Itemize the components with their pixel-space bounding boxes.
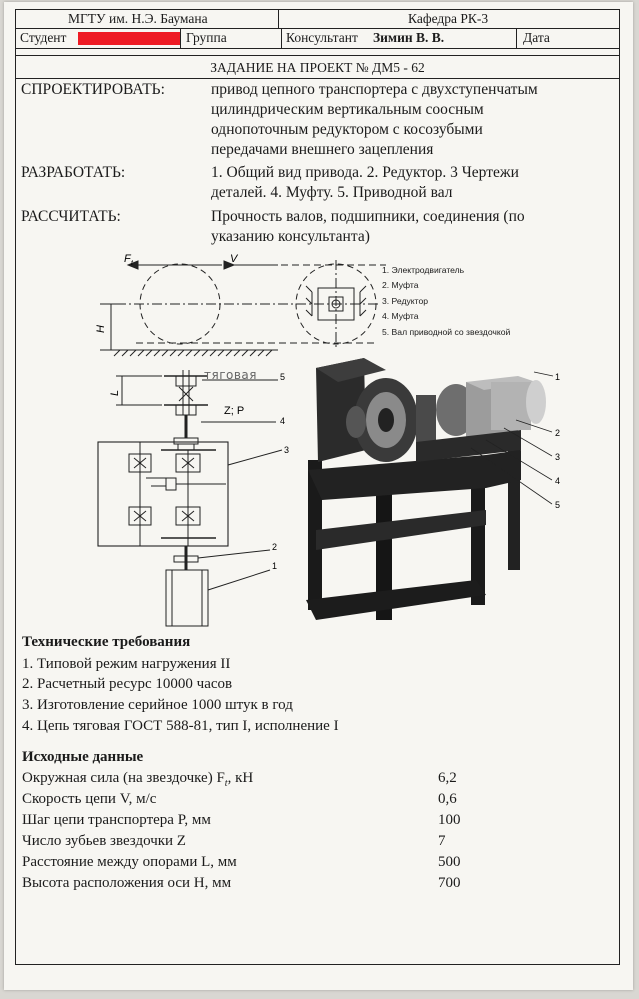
velocity-label: V <box>230 253 238 265</box>
data-label: Высота расположения оси H, мм <box>22 875 232 891</box>
data-label-unit: , кН <box>227 770 254 786</box>
data-label: Число зубьев звездочки Z <box>22 833 186 849</box>
data-row <box>22 873 482 894</box>
data-row <box>22 810 482 831</box>
design-line-3: однопоточным редуктором с косозубыми <box>211 121 483 138</box>
legend-item-5: 5. Вал приводной со звездочкой <box>382 326 511 337</box>
data-label-subscript: t <box>224 778 228 789</box>
department-name: Кафедра РК-3 <box>408 11 489 26</box>
ft-force-label: F <box>124 253 131 265</box>
kinematic-schematic <box>16 10 621 630</box>
drive-photo <box>300 358 546 623</box>
data-value: 700 <box>438 875 461 891</box>
date-label: Дата <box>523 30 550 45</box>
data-value: 100 <box>438 812 461 828</box>
data-label: Расстояние между опорами L, мм <box>22 854 237 870</box>
data-value: 7 <box>438 833 446 849</box>
l-dimension-label: L <box>109 389 121 396</box>
chain-handwritten-note: тяговая <box>204 368 257 382</box>
callout-3: 3 <box>284 445 290 455</box>
photo-callout-1: 1 <box>555 372 561 382</box>
callout-2: 2 <box>272 542 278 552</box>
ft-subscript: t <box>131 260 133 267</box>
photo-callout-2: 2 <box>555 428 561 438</box>
calc-line-2: указанию консультанта) <box>211 228 370 245</box>
legend-item-3: 3. Редуктор <box>382 295 429 306</box>
data-label: Окружная сила (на звездочке) F <box>22 770 225 786</box>
design-label: СПРОЕКТИРОВАТЬ: <box>21 81 165 98</box>
photo-callout-4: 4 <box>555 476 561 486</box>
data-label: Шаг цепи транспортера P, мм <box>22 812 211 828</box>
calc-label: РАССЧИТАТЬ: <box>21 208 121 225</box>
design-line-4: передачами внешнего зацепления <box>211 141 434 158</box>
zp-label: Z; P <box>224 405 245 417</box>
group-label: Группа <box>186 30 227 45</box>
photo-callout-3: 3 <box>555 452 561 462</box>
requirements-heading: Технические требования <box>22 634 191 650</box>
calc-line-1: Прочность валов, подшипники, соединения (по <box>211 208 525 225</box>
legend-item-4: 4. Муфта <box>382 311 419 322</box>
data-row <box>22 768 482 789</box>
requirement-item-1: 1. Типовой режим нагружения II <box>22 656 231 672</box>
design-line-2: цилиндрическим вертикальным соосным <box>211 101 484 118</box>
component-legend <box>382 263 510 340</box>
data-row <box>22 789 482 810</box>
data-row <box>22 852 482 873</box>
h-dimension-label: H <box>95 325 107 333</box>
callout-1: 1 <box>272 561 278 571</box>
assignment-frame <box>15 9 620 965</box>
develop-line-2: деталей. 4. Муфту. 5. Приводной вал <box>211 184 453 201</box>
data-row <box>22 831 482 852</box>
legend-item-1: 1. Электродвигатель <box>382 265 465 275</box>
develop-label: РАЗРАБОТАТЬ: <box>21 164 126 181</box>
consultant-label: Консультант <box>286 30 358 45</box>
requirement-item-3: 3. Изготовление серийное 1000 штук в год <box>22 697 293 713</box>
requirement-item-2: 2. Расчетный ресурс 10000 часов <box>22 676 233 692</box>
data-value: 500 <box>438 854 461 870</box>
assignment-sheet <box>4 2 633 990</box>
assignment-title: ЗАДАНИЕ НА ПРОЕКТ № ДМ5 - 62 <box>210 60 425 75</box>
photo-callout-5: 5 <box>555 500 561 510</box>
initial-data-heading: Исходные данные <box>22 749 144 765</box>
legend-item-2: 2. Муфта <box>382 280 419 291</box>
student-label: Студент <box>20 30 67 45</box>
design-line-1: привод цепного транспортера с двухступенчатым <box>211 81 538 98</box>
callout-4: 4 <box>280 416 286 426</box>
callout-5: 5 <box>280 372 286 382</box>
develop-line-1: 1. Общий вид привода. 2. Редуктор. 3 Чертежи <box>211 164 519 181</box>
data-value: 6,2 <box>438 770 457 786</box>
requirement-item-4: 4. Цепь тяговая ГОСТ 588-81, тип I, исполнение I <box>22 718 339 734</box>
university-name: МГТУ им. Н.Э. Баумана <box>68 11 208 26</box>
consultant-name: Зимин В. В. <box>373 30 445 45</box>
data-label: Скорость цепи V, м/с <box>22 791 157 807</box>
data-value: 0,6 <box>438 791 457 807</box>
